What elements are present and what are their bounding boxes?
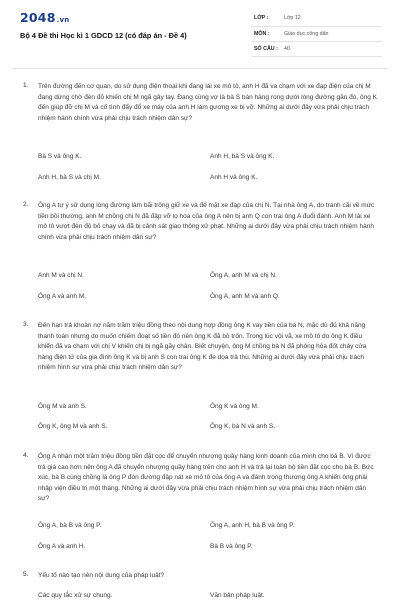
meta-row-count xyxy=(252,41,382,56)
question-number: 2. xyxy=(23,201,29,208)
option-q2-d[interactable]: Ông A, anh M và anh Q. xyxy=(210,293,280,300)
meta-label-subject: MÔN : xyxy=(252,26,282,41)
option-q4-c[interactable]: Ông A và anh H. xyxy=(38,543,86,550)
question-text: Đến hạn trả khoản nợ năm trăm triệu đồng theo nội dung hợp đồng ông K vay tiền của bà N, mặc dù đủ khả năng thanh toán nhưng do muốn chiếm đoạt số tiền đó nên ông K đã bỏ trốn. Trong lúc vội vã, xe mô tô do ông K điều khiển đã va chạm với chị V khiến chị bị ngã gãy chân. Biết chuyện, ông M chồng bà N đã phóng hỏa đốt chảy cửa hàng điện tử của gia đình ông K và bị anh S con trai ông K đe dọa trả thù. Những ai dưới đây vừa phải chịu trách nhiệm hình sự vừa phải chịu trách nhiệm dân sự? xyxy=(38,322,367,372)
question-text: Trên đường đến cơ quan, do sử dụng điện thoại khi đang lái xe mô tô, anh H đã va chạm với xe đạp điện của chị M đang dừng chờ đèn đỏ khiến chị M ngã gây tay. Đang cùng vợ là bà S bán hàng rong dưới lòng đường gần đó, ông K đến giúp đỡ chị M và cố tình đẩy đổ xe máy của anh H làm gương xe bị vỡ. Những ai dưới đây vừa phải chịu trách nhiệm hành chính vừa phải chịu trách nhiệm dân sự? xyxy=(38,83,377,122)
document-header xyxy=(0,0,400,64)
option-q2-b[interactable]: Ông A, anh M và chị N. xyxy=(210,272,277,279)
header-divider xyxy=(12,68,388,69)
option-q3-c[interactable]: Ông K, ông M và anh S. xyxy=(38,423,108,430)
option-q2-c[interactable]: Ông A và anh M. xyxy=(38,293,87,300)
question-number: 1. xyxy=(23,82,29,89)
site-logo[interactable] xyxy=(20,10,69,25)
option-q1-c[interactable]: Anh H, bà S và chị M. xyxy=(38,174,101,181)
option-q1-d[interactable]: Anh H và ông K. xyxy=(210,174,258,181)
meta-info-table xyxy=(252,11,382,57)
meta-label-class: LỚP : xyxy=(252,11,282,26)
option-q3-b[interactable]: Ông K và ông M. xyxy=(210,403,259,410)
meta-row-class xyxy=(252,11,382,26)
meta-value-class: Lớp 12 xyxy=(282,11,382,26)
option-q1-a[interactable]: Bà S và ông K. xyxy=(38,153,82,160)
question-number: 5. xyxy=(23,571,29,578)
option-q3-a[interactable]: Ông M và anh S. xyxy=(38,403,87,410)
question-text: Yếu tố nào tạo nên nội dung của pháp luật? xyxy=(38,572,165,579)
question-number: 4. xyxy=(23,452,29,459)
option-q4-b[interactable]: Ông A, anh H, bà B và ông P. xyxy=(210,522,295,529)
logo-text: 2048 xyxy=(20,10,56,25)
option-q3-d[interactable]: Ông K, bà N và anh S. xyxy=(210,423,276,430)
question-number: 3. xyxy=(23,321,29,328)
option-q5-a[interactable]: Các quy tắc xử sự chung. xyxy=(38,592,113,599)
option-q1-b[interactable]: Anh H, bà S và ông K. xyxy=(210,153,275,160)
meta-row-subject xyxy=(252,26,382,41)
option-q4-d[interactable]: Bà B và ông P. xyxy=(210,543,253,550)
option-q2-a[interactable]: Anh M và chị N. xyxy=(38,272,84,279)
question-text: Ông A nhận một trăm triệu đồng tiền đặt cọc để chuyển nhượng quầy hàng kinh doanh của mình cho bà B. Vì được trả giá cao hơn nên ông A đã chuyển nhượng quầy hàng trên cho anh H và trả lại toàn bộ tiền đặt cọc cho bà B. Bức xúc, bà B cùng chồng là ông P đón đường đập nát xe mô tô của ông A và đánh trọng thương ông A khiến ông phải nhập viện điều trị một tháng. Những ai dưới đây vừa phải chịu trách nhiệm hình sự vừa phải chịu trách nhiệm dân sự? xyxy=(38,453,374,503)
option-q4-a[interactable]: Ông A, bà B và ông P. xyxy=(38,522,102,529)
logo-suffix: .vn xyxy=(56,16,70,24)
meta-label-count: SỐ CÂU : xyxy=(252,41,282,56)
document-title: Bộ 4 Đề thi Học kì 1 GDCD 12 (có đáp án - Đề 4) xyxy=(20,31,187,40)
option-q5-b[interactable]: Văn bản pháp luật. xyxy=(210,592,265,599)
question-text: Ông A tự ý sử dụng lòng đường làm bãi trông giữ xe và để mặt xe đạp của chị N. Tại nhà ông A, do tranh cãi về mức tiền bồi thường, anh M chồng chị N đã đập vỡ lọ hoa của ông A nên bị anh Q con trai ông A đuổi đánh. Anh M lái xe mô tô vượt đèn đỏ bỏ chạy và đã bị cảnh sát giao thông xử phạt. Những ai dưới đây vừa phải chịu trách nhiệm hành chính vừa phải chịu trách nhiệm dân sự? xyxy=(38,202,375,241)
meta-value-count: 40 xyxy=(282,41,382,56)
meta-value-subject: Giáo dục công dân xyxy=(282,26,382,41)
